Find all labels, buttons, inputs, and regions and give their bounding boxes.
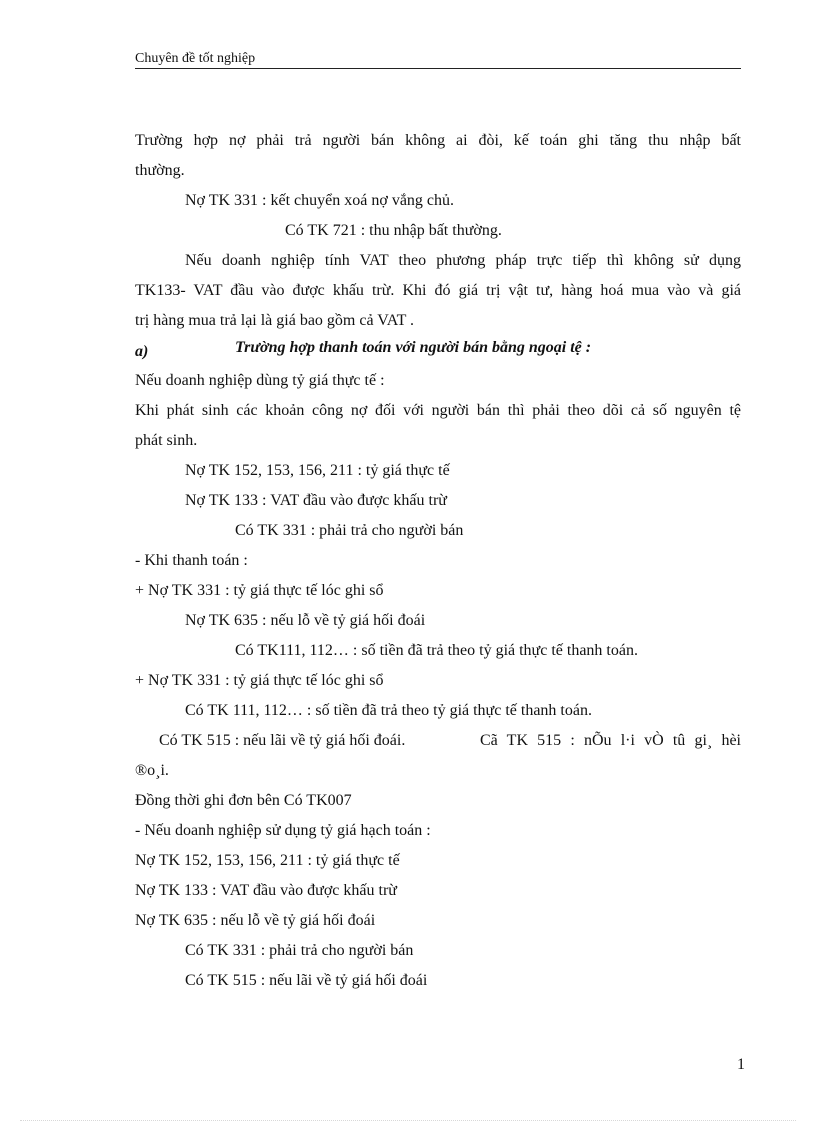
entry-line: Có TK 331 : phải trả cho người bán (185, 942, 414, 959)
entry-line: Nợ TK 152, 153, 156, 211 : tỷ giá thực tế (185, 462, 450, 479)
entry-line: Nợ TK 635 : nếu lỗ về tỷ giá hối đoái (135, 912, 376, 929)
entry-line: Nợ TK 133 : VAT đầu vào được khấu trừ (135, 882, 397, 899)
entry-line: Nợ TK 635 : nếu lỗ về tỷ giá hối đoái (185, 612, 426, 629)
entry-line: Có TK 515 : nếu lãi về tỷ giá hối đoái (185, 972, 428, 989)
entry-line-garbled: ®o¸i. (135, 762, 169, 779)
page-header (135, 50, 741, 69)
entry-line: Có TK 111, 112… : số tiền đã trả theo tỷ giá thực tế thanh toán. (185, 702, 592, 719)
paragraph-line: Đồng thời ghi đơn bên Có TK007 (135, 792, 352, 809)
page-bottom-edge (20, 1120, 796, 1121)
entry-line: + Nợ TK 331 : tỷ giá thực tế lóc ghi sổ (135, 582, 384, 599)
entry-line: Có TK 721 : thu nhập bất thường. (285, 222, 502, 239)
paragraph-line: - Khi thanh toán : (135, 552, 248, 569)
entry-line: Nợ TK 331 : kết chuyển xoá nợ vắng chủ. (185, 192, 455, 209)
paragraph-line: Trường hợp nợ phải trả người bán không ai đòi, kế toán ghi tăng thu nhập bất (135, 132, 741, 149)
paragraph-line: Nếu doanh nghiệp tính VAT theo phương pháp trực tiếp thì không sử dụng (185, 252, 741, 269)
entry-line: Nợ TK 133 : VAT đầu vào được khấu trừ (185, 492, 447, 509)
paragraph-line: trị hàng mua trả lại là giá bao gồm cả VAT . (135, 312, 415, 329)
paragraph-line: phát sinh. (135, 432, 198, 449)
paragraph-line: Nếu doanh nghiệp dùng tỷ giá thực tế : (135, 372, 385, 389)
page-number: 1 (737, 1056, 745, 1073)
section-heading: Trường hợp thanh toán với người bán bằng ngoại tệ : (235, 339, 592, 356)
paragraph-line: Khi phát sinh các khoản công nợ đối với người bán thì phải theo dõi cả số nguyên tệ (135, 402, 741, 419)
entry-line: + Nợ TK 331 : tỷ giá thực tế lóc ghi sổ (135, 672, 384, 689)
entry-line: Có TK 331 : phải trả cho người bán (235, 522, 464, 539)
entry-line: Nợ TK 152, 153, 156, 211 : tỷ giá thực tế (135, 852, 400, 869)
header-title: Chuyên đề tốt nghiệp (135, 51, 256, 66)
section-label: a) (135, 343, 149, 360)
paragraph-line: thường. (135, 162, 185, 179)
entry-line: Có TK111, 112… : số tiền đã trả theo tỷ giá thực tế thanh toán. (235, 642, 638, 659)
paragraph-line: - Nếu doanh nghiệp sử dụng tỷ giá hạch toán : (135, 822, 431, 839)
entry-line-garbled: Cã TK 515 : nÕu l·i vÒ tû gi¸ hèi (480, 732, 741, 749)
entry-line: Có TK 515 : nếu lãi về tỷ giá hối đoái. (159, 732, 406, 749)
paragraph-line: TK133- VAT đầu vào được khấu trừ. Khi đó giá trị vật tư, hàng hoá mua vào và giá (135, 282, 741, 299)
